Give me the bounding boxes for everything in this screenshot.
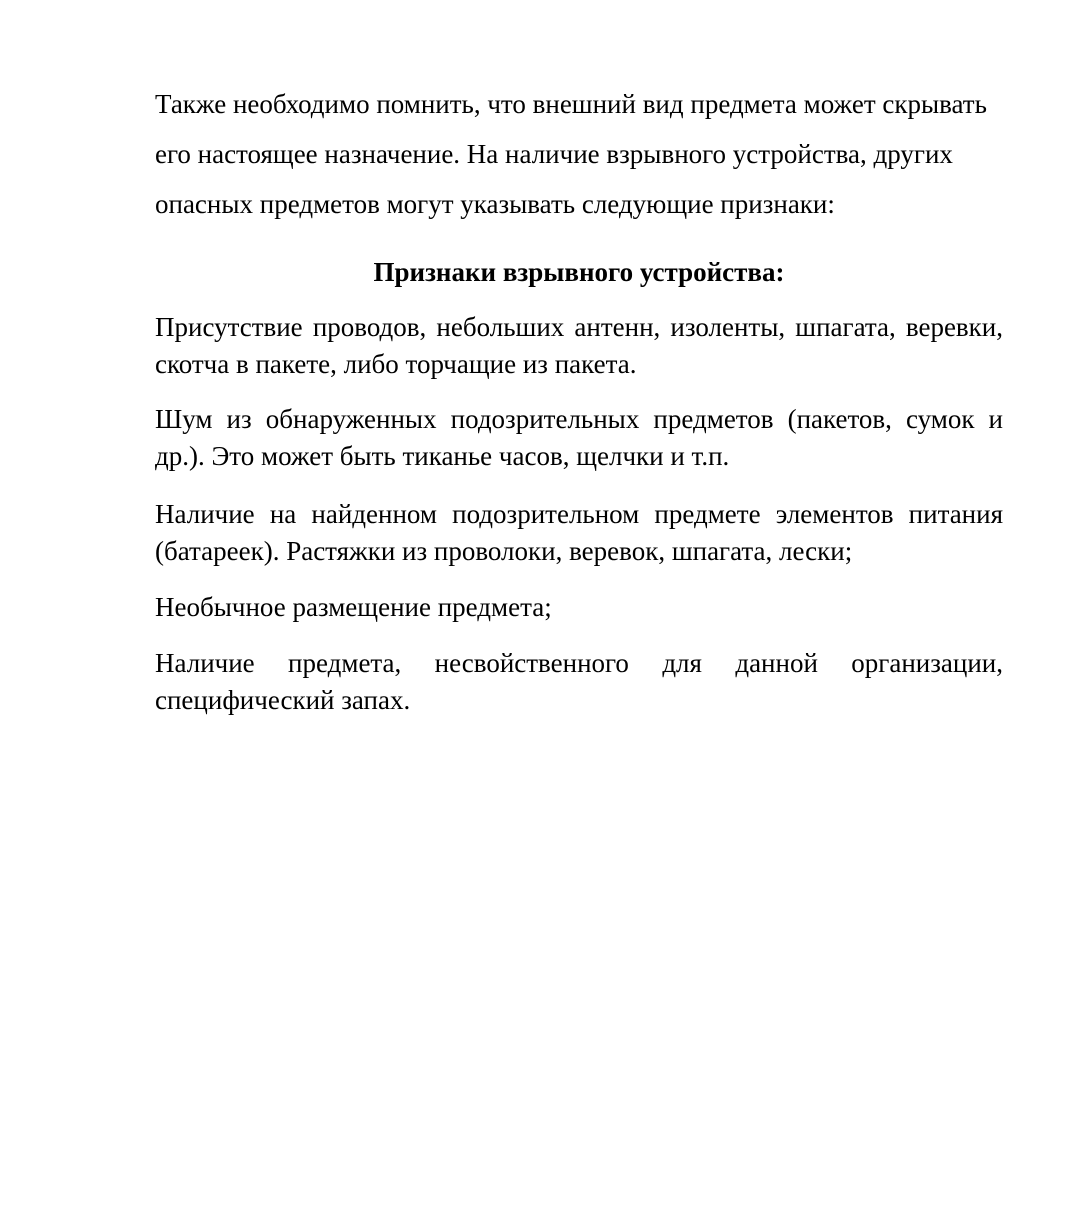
sign-paragraph-noise: Шум из обнаруженных подозрительных предметов (пакетов, сумок и др.). Это может быть тиканье часов, щелчки и т.п.: [155, 404, 1003, 471]
sign-paragraph-batteries: Наличие на найденном подозрительном предмете элементов питания (батареек). Растяжки из проволоки, веревок, шпагата, лески;: [155, 499, 1003, 566]
document-body: [155, 79, 1003, 719]
sign-paragraph-placement: Необычное размещение предмета;: [155, 592, 552, 622]
section-heading: Признаки взрывного устройства:: [373, 257, 785, 287]
sign-paragraph-wires: Присутствие проводов, небольших антенн, изоленты, шпагата, веревки, скотча в пакете, либо торчащие из пакета.: [155, 312, 1003, 379]
sign-paragraph-smell: Наличие предмета, несвойственного для данной организации, специфический запах.: [155, 648, 1003, 715]
intro-paragraph: Также необходимо помнить, что внешний вид предмета может скрывать его настоящее назначение. На наличие взрывного устройства, других опасных предметов могут указывать следующие признаки:: [155, 89, 987, 219]
